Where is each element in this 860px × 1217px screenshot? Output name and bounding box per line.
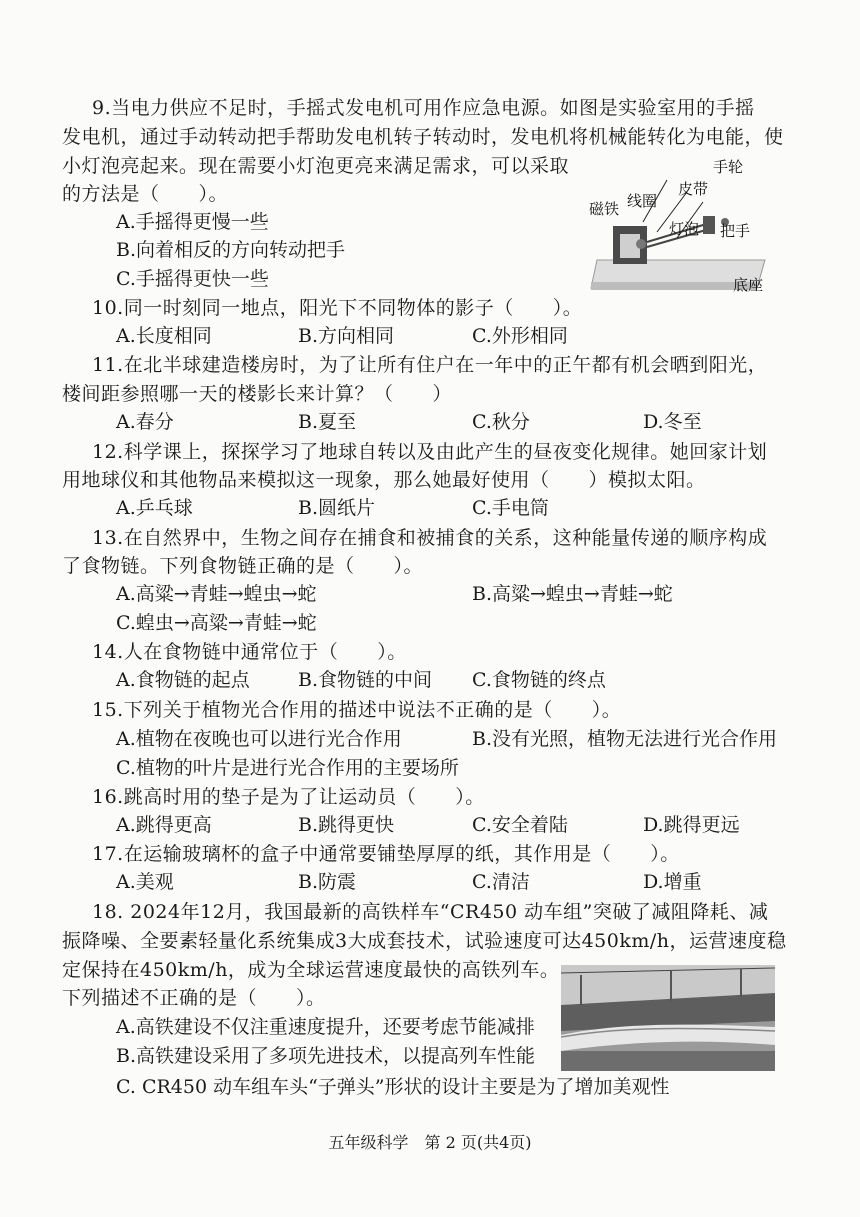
q17-option-a: A.美观 — [116, 871, 174, 893]
q14-option-c: C.食物链的终点 — [472, 669, 606, 691]
q16-option-a: A.跳得更高 — [116, 814, 212, 836]
q17-option-d: D.增重 — [643, 871, 702, 893]
q14-option-b: B.食物链的中间 — [298, 669, 433, 691]
q12-option-a: A.乒乓球 — [116, 497, 193, 519]
q13-stem-line-2: 了食物链。下列食物链正确的是（ ）。 — [62, 555, 424, 577]
label-belt: 皮带 — [678, 180, 709, 198]
q18-stem-line-2: 振降噪、全要素轻量化系统集成3大成套技术，试验速度可达450km/h，运营速度稳 — [62, 930, 787, 952]
q11-stem-line-1: 11.在北半球建造楼房时，为了让所有住户在一年中的正午都有机会晒到阳光， — [92, 354, 768, 376]
q17-option-b: B.防震 — [298, 871, 357, 893]
q11-option-c: C.秋分 — [472, 411, 530, 433]
label-base: 底座 — [733, 276, 764, 294]
q18-option-a: A.高铁建设不仅注重速度提升，还要考虑节能减排 — [116, 1016, 535, 1038]
q10-option-a: A.长度相同 — [116, 325, 212, 347]
q15-option-b: B.没有光照，植物无法进行光合作用 — [472, 728, 778, 750]
q13-option-b: B.高粱→蝗虫→青蛙→蛇 — [472, 583, 673, 605]
q12-option-b: B.圆纸片 — [298, 497, 376, 519]
q16-option-d: D.跳得更远 — [643, 814, 740, 836]
q16-option-b: B.跳得更快 — [298, 814, 395, 836]
q18-stem-line-1: 18. 2024年12月，我国最新的高铁样车“CR450 动车组”突破了减阻降耗、减 — [92, 901, 769, 923]
q10-option-b: B.方向相同 — [298, 325, 395, 347]
q11-stem-line-2: 楼间距参照哪一天的楼影长来计算？（ ） — [62, 383, 453, 405]
page-footer: 五年级科学 第 2 页(共4页) — [328, 1133, 532, 1152]
q11-option-b: B.夏至 — [298, 411, 357, 433]
q17-option-c: C.清洁 — [472, 871, 530, 893]
q13-option-a: A.高粱→青蛙→蝗虫→蛇 — [116, 583, 317, 605]
q12-stem-line-2: 用地球仪和其他物品来模拟这一现象，那么她最好使用（ ）模拟太阳。 — [62, 469, 706, 491]
q10-option-c: C.外形相同 — [472, 325, 568, 347]
q13-option-c: C.蝗虫→高粱→青蛙→蛇 — [116, 612, 317, 634]
q9-stem-line-2: 发电机，通过手动转动把手帮助发电机转子转动时，发电机将机械能转化为电能，使 — [62, 126, 784, 148]
q18-option-c: C. CR450 动车组车头“子弹头”形状的设计主要是为了增加美观性 — [116, 1076, 670, 1098]
q11-option-a: A.春分 — [116, 411, 174, 433]
q9-option-b: B.向着相反的方向转动把手 — [116, 239, 346, 261]
q14-option-a: A.食物链的起点 — [116, 669, 250, 691]
label-bulb: 灯泡 — [669, 220, 700, 238]
q16-stem: 16.跳高时用的垫子是为了让运动员（ ）。 — [92, 786, 485, 808]
train-image — [561, 965, 775, 1071]
q12-option-c: C.手电筒 — [472, 497, 549, 519]
q18-option-b: B.高铁建设采用了多项先进技术，以提高列车性能 — [116, 1045, 536, 1067]
q9-stem-line-1: 9.当电力供应不足时，手摇式发电机可用作应急电源。如图是实验室用的手摇 — [92, 97, 755, 119]
q18-stem-line-3: 定保持在450km/h，成为全球运营速度最快的高铁列车。 — [62, 959, 560, 981]
q14-stem: 14.人在食物链中通常位于（ ）。 — [92, 641, 407, 663]
q11-option-d: D.冬至 — [643, 411, 702, 433]
q9-stem-line-3: 小灯泡亮起来。现在需要小灯泡更亮来满足需求，可以采取 — [62, 155, 570, 177]
q15-option-c: C.植物的叶片是进行光合作用的主要场所 — [116, 757, 459, 779]
q13-stem-line-1: 13.在自然界中，生物之间存在捕食和被捕食的关系，这种能量传递的顺序构成 — [92, 527, 768, 549]
q15-option-a: A.植物在夜晚也可以进行光合作用 — [116, 728, 402, 750]
train-photo — [561, 965, 775, 1071]
label-handwheel: 手轮 — [713, 158, 744, 176]
q16-option-c: C.安全着陆 — [472, 814, 568, 836]
q18-stem-line-4: 下列描述不正确的是（ ）。 — [62, 987, 326, 1009]
label-coil: 线圈 — [627, 192, 658, 210]
label-magnet: 磁铁 — [589, 200, 620, 218]
q17-stem: 17.在运输玻璃杯的盒子中通常要铺垫厚厚的纸，其作用是（ ）。 — [92, 843, 680, 865]
label-handle: 把手 — [720, 222, 751, 240]
generator-figure — [585, 152, 785, 302]
q12-stem-line-1: 12.科学课上，探探学习了地球自转以及由此产生的昼夜变化规律。她回家计划 — [92, 441, 768, 463]
q15-stem: 15.下列关于植物光合作用的描述中说法不正确的是（ ）。 — [92, 699, 622, 721]
q9-stem-line-4: 的方法是（ ）。 — [62, 183, 229, 205]
q9-option-a: A.手摇得更慢一些 — [116, 211, 269, 233]
q10-stem: 10.同一时刻同一地点，阳光下不同物体的影子（ ）。 — [92, 297, 583, 319]
q9-option-c: C.手摇得更快一些 — [116, 268, 269, 290]
